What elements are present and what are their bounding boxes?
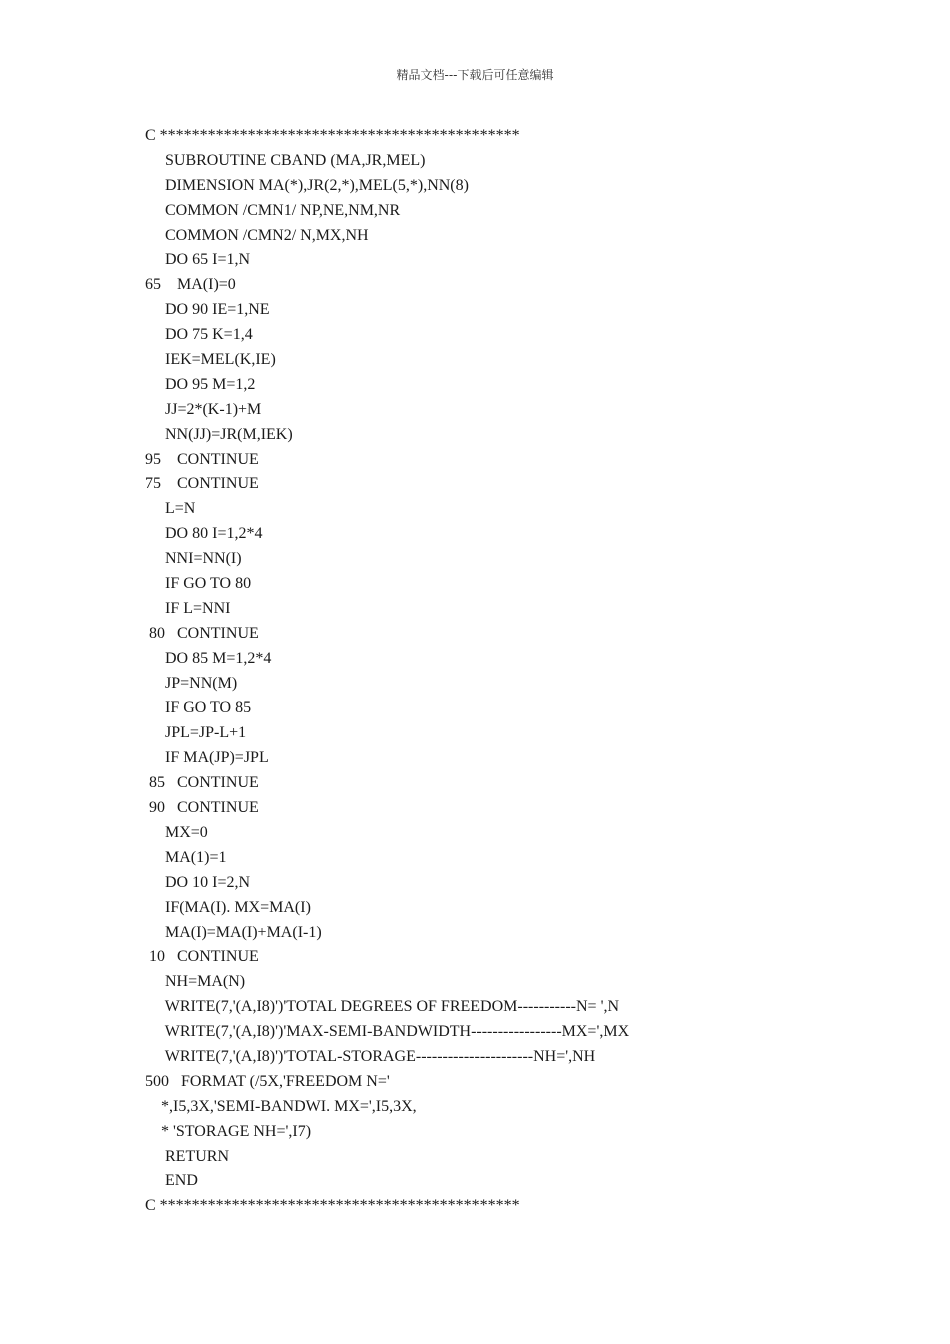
code-line: C ********************************************* [145, 127, 520, 144]
code-line: 90 CONTINUE [145, 799, 259, 817]
code-line: NN(JJ)=JR(M,IEK) [145, 425, 293, 443]
code-line: SUBROUTINE CBAND (MA,JR,MEL) [145, 151, 426, 169]
code-line: JJ=2*(K-1)+M [145, 400, 262, 418]
code-line: DO 75 K=1,4 [145, 326, 253, 344]
code-line: RETURN [145, 1147, 229, 1165]
code-line: COMMON /CMN2/ N,MX,NH [145, 226, 369, 244]
code-line: DO 80 I=1,2*4 [145, 525, 263, 543]
code-line: C ********************************************* [145, 1197, 520, 1215]
code-line: NNI=NN(I) [145, 550, 242, 568]
code-line: 10 CONTINUE [145, 948, 259, 966]
code-line: MX=0 [145, 823, 208, 841]
code-line: JPL=JP-L+1 [145, 724, 247, 742]
code-line: DO 10 I=2,N [145, 873, 251, 891]
code-line: MA(1)=1 [145, 848, 227, 866]
code-line: 75 CONTINUE [145, 475, 259, 493]
code-line: MA(I)=MA(I)+MA(I-1) [145, 923, 322, 941]
code-line: NH=MA(N) [145, 973, 246, 991]
code-line: 65 MA(I)=0 [145, 276, 236, 294]
code-line: L=N [145, 500, 196, 518]
code-line: END [145, 1172, 198, 1190]
code-line: 95 CONTINUE [145, 450, 259, 468]
code-line: 500 FORMAT (/5X,'FREEDOM N=' [145, 1072, 390, 1090]
code-line: DO 95 M=1,2 [145, 375, 256, 393]
code-line: IF MA(JP)=JPL [145, 749, 269, 767]
code-line: IF(MA(I). MX=MA(I) [145, 898, 311, 916]
code-line: DO 85 M=1,2*4 [145, 649, 272, 667]
code-line: IF L=NNI [145, 599, 231, 617]
code-line: DO 90 IE=1,NE [145, 301, 270, 319]
code-line: WRITE(7,'(A,I8)')'TOTAL DEGREES OF FREEDOM-----------N= ',N [145, 998, 619, 1016]
code-line: COMMON /CMN1/ NP,NE,NM,NR [145, 201, 401, 219]
code-line: DIMENSION MA(*),JR(2,*),MEL(5,*),NN(8) [145, 176, 469, 194]
code-listing [145, 124, 629, 1219]
code-line: IF GO TO 80 [145, 575, 252, 593]
code-line: WRITE(7,'(A,I8)')'TOTAL-STORAGE----------------------NH=',NH [145, 1047, 596, 1065]
code-line: IF GO TO 85 [145, 699, 252, 717]
code-line: 85 CONTINUE [145, 774, 259, 792]
code-line: 80 CONTINUE [145, 624, 259, 642]
code-line: DO 65 I=1,N [145, 251, 251, 269]
code-line: * 'STORAGE NH=',I7) [145, 1122, 312, 1140]
code-line: IEK=MEL(K,IE) [145, 351, 276, 369]
document-header: 精品文档---下载后可任意编辑 [396, 68, 554, 82]
code-line: *,I5,3X,'SEMI-BANDWI. MX=',I5,3X, [145, 1097, 417, 1115]
code-line: WRITE(7,'(A,I8)')'MAX-SEMI-BANDWIDTH-----------------MX=',MX [145, 1023, 630, 1041]
code-line: JP=NN(M) [145, 674, 238, 692]
